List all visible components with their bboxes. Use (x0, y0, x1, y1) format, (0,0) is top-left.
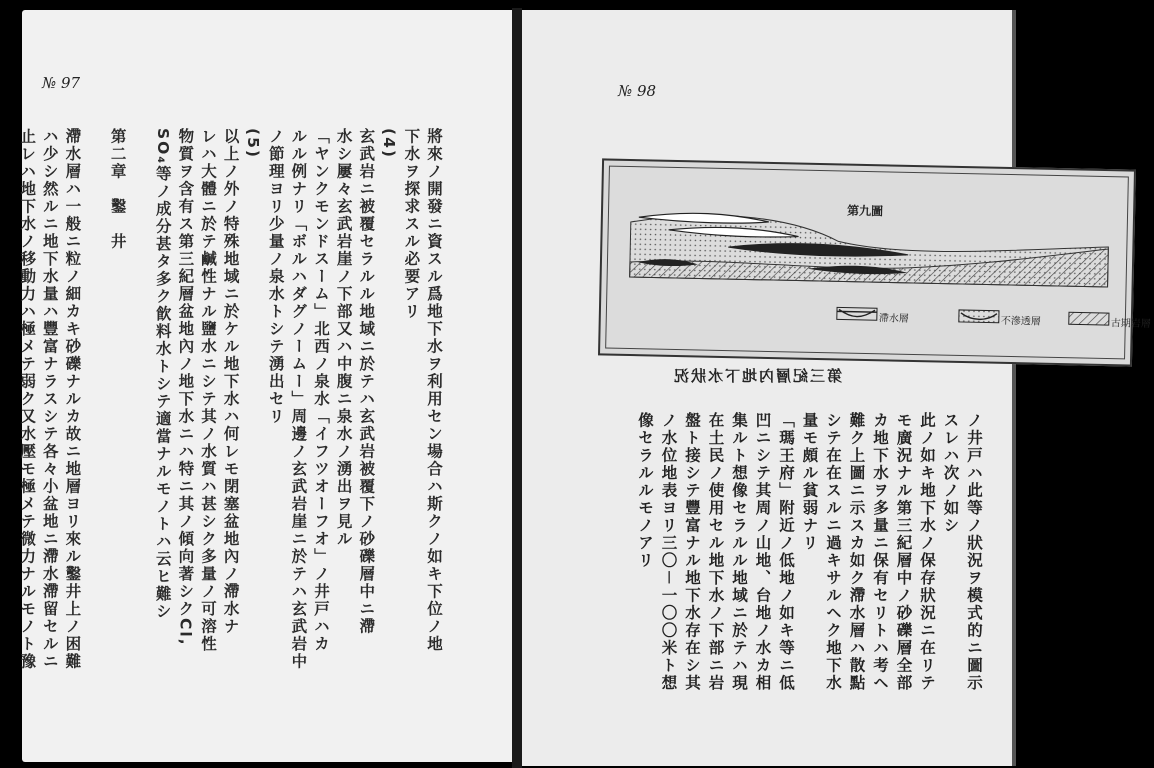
text-column: 量モ頗ル貧弱ナリ (800, 412, 819, 552)
page-number-left: № 97 (42, 74, 81, 92)
text-column: SO₄等ノ成分甚タ多ク飮料水トシテ適當ナルモノトハ云ヒ難シ (153, 128, 172, 621)
legend-label-aquifer: 滯水層 (878, 313, 909, 325)
right-page (522, 10, 1012, 766)
text-column: 此ノ如キ地下水ノ保存狀況ニ在リテ (918, 412, 936, 692)
text-column: シテ在在スルニ過キサルヘク地下水 (824, 412, 842, 692)
text-column: 下水ヲ探求スル必要アリ (402, 128, 421, 321)
text-column: (4) (379, 128, 398, 159)
text-column: レハ大體ニ於テ鹹性ナル鹽水ニシテ其ノ水質ハ甚シク多量ノ可溶性 (199, 128, 217, 653)
page-edge (1012, 10, 1016, 766)
text-column: モ廣況ナル第三紀層中ノ砂礫層全部 (894, 412, 913, 692)
figure-nine-diagram (598, 158, 1151, 366)
text-column: 凹ニシテ其周ノ山地、台地ノ水カ相 (753, 412, 772, 692)
text-column: 在土民ノ使用セル地下水ノ下部ニ岩 (706, 412, 725, 692)
figure-frame (605, 166, 1151, 360)
text-column: ノ水位地表ヨリ三〇－一〇〇米ト想 (659, 412, 678, 693)
text-column: カ地下水ヲ多量ニ保有セリトハ考ヘ (871, 412, 889, 692)
text-column: 將來ノ開發ニ資スル爲地下水ヲ利用セン場合ハ斯クノ如キ下位ノ地 (425, 128, 443, 653)
text-column: 「瑪王府」附近ノ低地ノ如キ等ニ低 (777, 412, 795, 692)
text-column: ルル例ナリ「ボルハダグノームー」周邊ノ玄武岩崖ニ於テハ玄武岩中 (289, 128, 308, 671)
text-column: 水シ屢々玄武岩崖ノ下部又ハ中腹ニ泉水ノ湧出ヲ見ル (334, 128, 353, 548)
section-heading: 第三紀層內地下水狀況 (672, 367, 843, 385)
text-column: 第二章 鑿 井 (108, 128, 127, 251)
text-column: ノ節理ヨリ少量ノ泉水トシテ湧出セリ (266, 128, 285, 426)
text-column: 像セラルルモノアリ (636, 412, 654, 570)
geologic-cross-section (606, 167, 1126, 357)
text-column: 玄武岩ニ被覆セラルル地域ニ於テハ玄武岩被覆下ノ砂礫層中ニ滯 (357, 128, 376, 636)
book-gutter (512, 8, 522, 768)
text-column: 「ヤンクモンドスーム」北西ノ泉水「イフツオーフオ」ノ井戸ハカ (312, 128, 330, 653)
text-column: スレハ次ノ如シ (941, 412, 960, 535)
text-column: ハ少シ然ルニ地下水量ハ豐富ナラスシテ各々小盆地ニ滯水滯留セルニ (40, 128, 59, 671)
text-column: 止レハ地下水ノ移動力ハ極メテ弱ク又水壓モ極メテ微力ナルモノト豫 (18, 128, 37, 671)
legend-label-impermeable: 不滲透層 (1000, 315, 1041, 328)
text-column: 物質ヲ含有ス第三紀層盆地內ノ地下水ニハ特ニ其ノ傾向著シクCl, (176, 128, 195, 647)
text-column: ノ井戸ハ此等ノ狀況ヲ模式的ニ圖示 (965, 412, 983, 692)
text-column: 難ク上圖ニ示スカ如ク滯水層ハ散點 (847, 412, 866, 692)
left-page (18, 10, 512, 762)
text-column: 以上ノ外ノ特殊地域ニ於ケル地下水ハ何レモ閉塞盆地內ノ滯水ナ (221, 128, 240, 636)
page-number-right: № 98 (618, 82, 657, 100)
text-column: 滯水層ハ一般ニ粒ノ細カキ砂礫ナルカ故ニ地層ヨリ來ル鑿井上ノ困難 (63, 128, 82, 671)
figure-title: 第九圖 (846, 203, 884, 219)
text-column: (5) (244, 128, 263, 159)
text-column: 集ルト想像セラルル地域ニ於テハ現 (730, 412, 748, 692)
text-column: 盤ト接シテ豐富ナル地下水存在シ其 (683, 412, 701, 692)
